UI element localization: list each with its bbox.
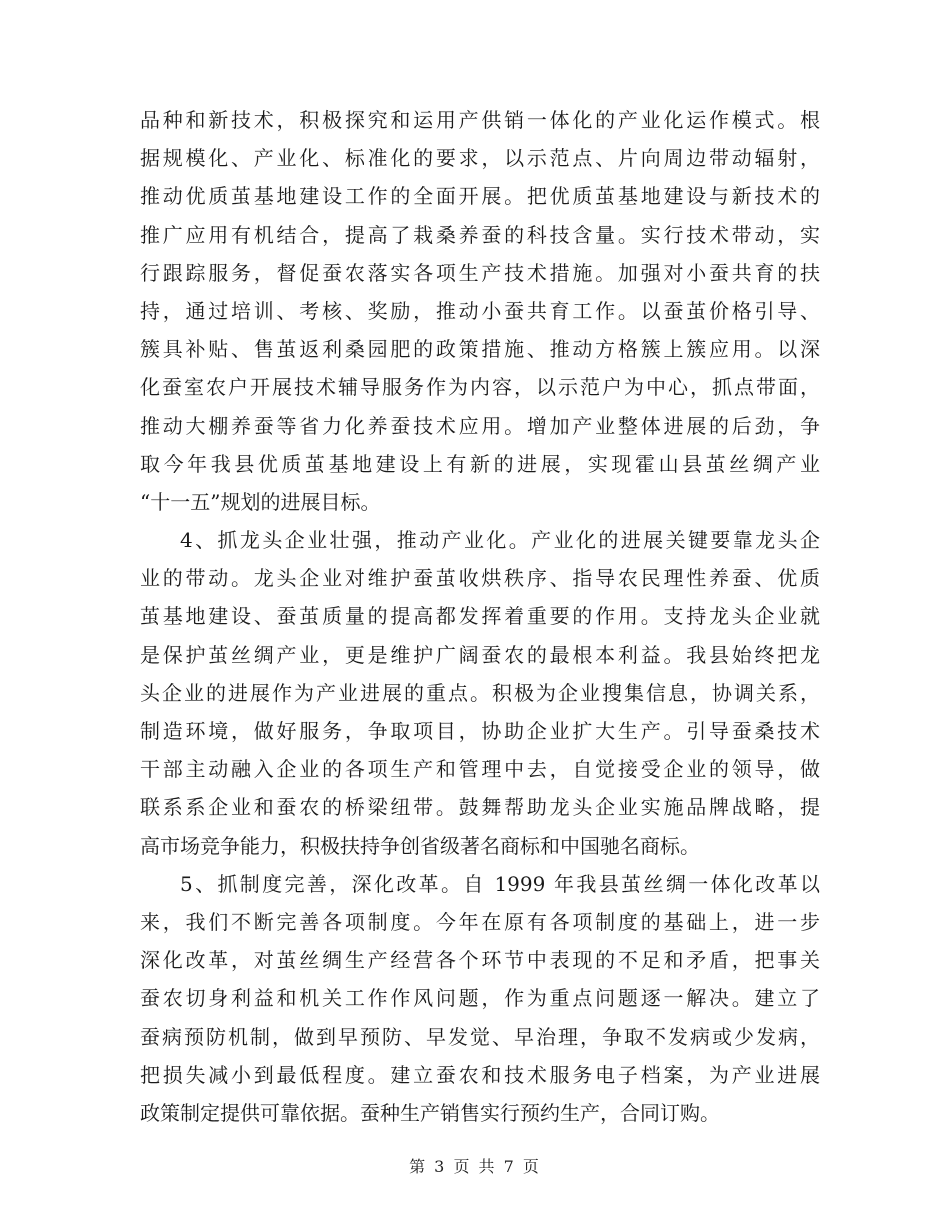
- text-line: 政策制定提供可靠依据。蚕种生产销售实行预约生产，合同订购。: [140, 1100, 720, 1125]
- body-text: [140, 101, 820, 1132]
- text-line: 是保护茧丝绸产业，更是维护广阔蚕农的最根本利益。我县始终把龙: [140, 642, 820, 667]
- text-line: 取今年我县优质茧基地建设上有新的进展，实现霍山县茧丝绸产业: [140, 451, 820, 476]
- text-line: 品种和新技术，积极探究和运用产供销一体化的产业化运作模式。根: [140, 108, 820, 132]
- text-line: 联系系企业和蚕农的桥梁纽带。鼓舞帮助龙头企业实施品牌战略，提: [140, 795, 820, 820]
- page-footer: 第 3 页 共 7 页: [409, 1157, 541, 1176]
- text-line: 簇具补贴、售茧返利桑园肥的政策措施、推动方格簇上簇应用。以深: [140, 337, 820, 362]
- text-line: 推广应用有机结合，提高了栽桑养蚕的科技含量。实行技术带动，实: [140, 222, 820, 247]
- text-line: 制造环境，做好服务，争取项目，协助企业扩大生产。引导蚕桑技术: [140, 719, 820, 743]
- text-line: 业的带动。龙头企业对维护蚕茧收烘秩序、指导农民理性养蚕、优质: [140, 566, 820, 591]
- text-line: 据规模化、产业化、标准化的要求，以示范点、片向周边带动辐射，: [140, 146, 820, 171]
- text-line: 推动优质茧基地建设工作的全面开展。把优质茧基地建设与新技术的: [140, 184, 820, 209]
- text-line: 化蚕室农户开展技术辅导服务作为内容，以示范户为中心，抓点带面，: [140, 375, 820, 400]
- text-line: 把损失减小到最低程度。建立蚕农和技术服务电子档案，为产业进展: [140, 1062, 820, 1087]
- text-line: 持，通过培训、考核、奖励，推动小蚕共育工作。以蚕茧价格引导、: [140, 298, 820, 323]
- text-line: 头企业的进展作为产业进展的重点。积极为企业搜集信息，协调关系，: [140, 680, 820, 705]
- text-line: 高市场竞争能力，积极扶持争创省级著名商标和中国驰名商标。: [140, 833, 700, 858]
- text-line: 推动大棚养蚕等省力化养蚕技术应用。增加产业整体进展的后劲，争: [140, 413, 820, 438]
- text-line: 行跟踪服务，督促蚕农落实各项生产技术措施。加强对小蚕共育的扶: [140, 260, 820, 285]
- text-line: 干部主动融入企业的各项生产和管理中去，自觉接受企业的领导，做: [140, 757, 820, 782]
- text-line: 蚕病预防机制，做到早预防、早发觉、早治理，争取不发病或少发病，: [140, 1024, 820, 1049]
- text-line: “十一五”规划的进展目标。: [140, 489, 381, 514]
- text-line: 4、抓龙头企业壮强，推动产业化。产业化的进展关键要靠龙头企: [180, 528, 820, 553]
- text-line: 5、抓制度完善，深化改革。自 1999 年我县茧丝绸一体化改革以: [180, 871, 820, 896]
- text-line: 蚕农切身利益和机关工作作风问题，作为重点问题逐一解决。建立了: [140, 986, 820, 1011]
- text-line: 茧基地建设、蚕茧质量的提高都发挥着重要的作用。支持龙头企业就: [140, 604, 820, 629]
- text-line: 深化改革，对茧丝绸生产经营各个环节中表现的不足和矛盾，把事关: [140, 948, 820, 973]
- text-line: 来，我们不断完善各项制度。今年在原有各项制度的基础上，进一步: [140, 909, 820, 934]
